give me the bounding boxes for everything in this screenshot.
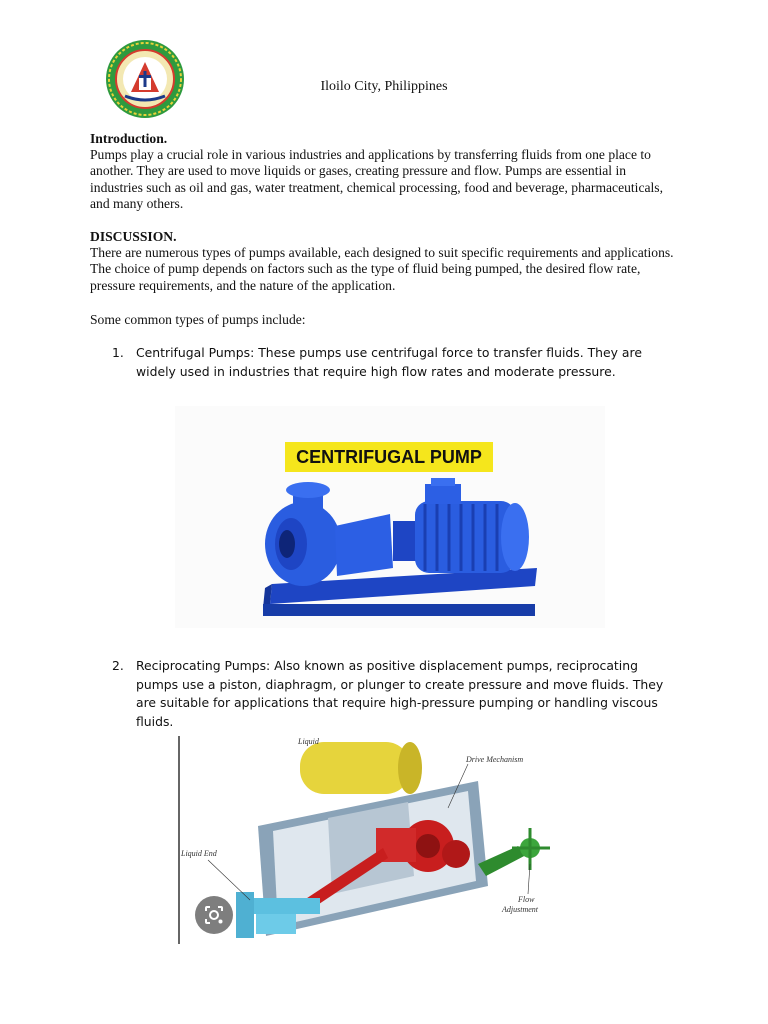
liquid-end-label: Liquid End [181, 849, 217, 858]
header-location [0, 79, 768, 95]
discussion-lead [90, 312, 680, 328]
image-search-lens-icon [195, 896, 233, 934]
image-search-lens-button[interactable] [195, 896, 233, 934]
list-number: 1. [112, 345, 124, 360]
discussion-heading: DISCUSSION. [90, 229, 177, 244]
list-number: 2. [112, 658, 124, 673]
list-item-reciprocating [112, 657, 682, 731]
list-item-centrifugal [112, 344, 682, 381]
centrifugal-banner-text: CENTRIFUGAL PUMP [296, 447, 482, 467]
list-item-text: Reciprocating Pumps: Also known as positive displacement pumps, reciprocating pumps use a piston, diaphragm, or plunger to create pressure and move fluids. They are suitable for applications that require high-pressure pumping or handling viscous fluids. [136, 658, 664, 729]
list-item-text: Centrifugal Pumps: These pumps use centrifugal force to transfer fluids. They are widely used in industries that require high flow rates and moderate pressure. [136, 345, 642, 379]
centrifugal-pump-figure [175, 406, 605, 628]
discussion-lead-text: Some common types of pumps include: [90, 312, 306, 327]
intro-heading: Introduction. [90, 131, 168, 146]
intro-section [90, 131, 680, 212]
intro-body: Pumps play a crucial role in various industries and applications by transferring fluids from one place to another. They are used to move liquids or gases, creating pressure and flow. Pumps are essential in industries such as oil and gas, water treatment, chemical processing, food and beverage, pharmaceuticals, and many others. [90, 147, 663, 211]
drive-mechanism-label: Drive Mechanism [466, 755, 524, 764]
adjustment-label: Adjustment [502, 905, 538, 914]
discussion-section [90, 229, 680, 294]
top-label: Liquid [298, 737, 319, 746]
flow-label: Flow [518, 895, 535, 904]
header-location-text: Iloilo City, Philippines [320, 79, 448, 94]
reciprocating-pump-figure [178, 736, 562, 944]
discussion-body: There are numerous types of pumps available, each designed to suit specific requirements and applications. The choice of pump depends on factors such as the type of fluid being pumped, the desired flow rate, pressure requirements, and the nature of the application. [90, 245, 674, 293]
